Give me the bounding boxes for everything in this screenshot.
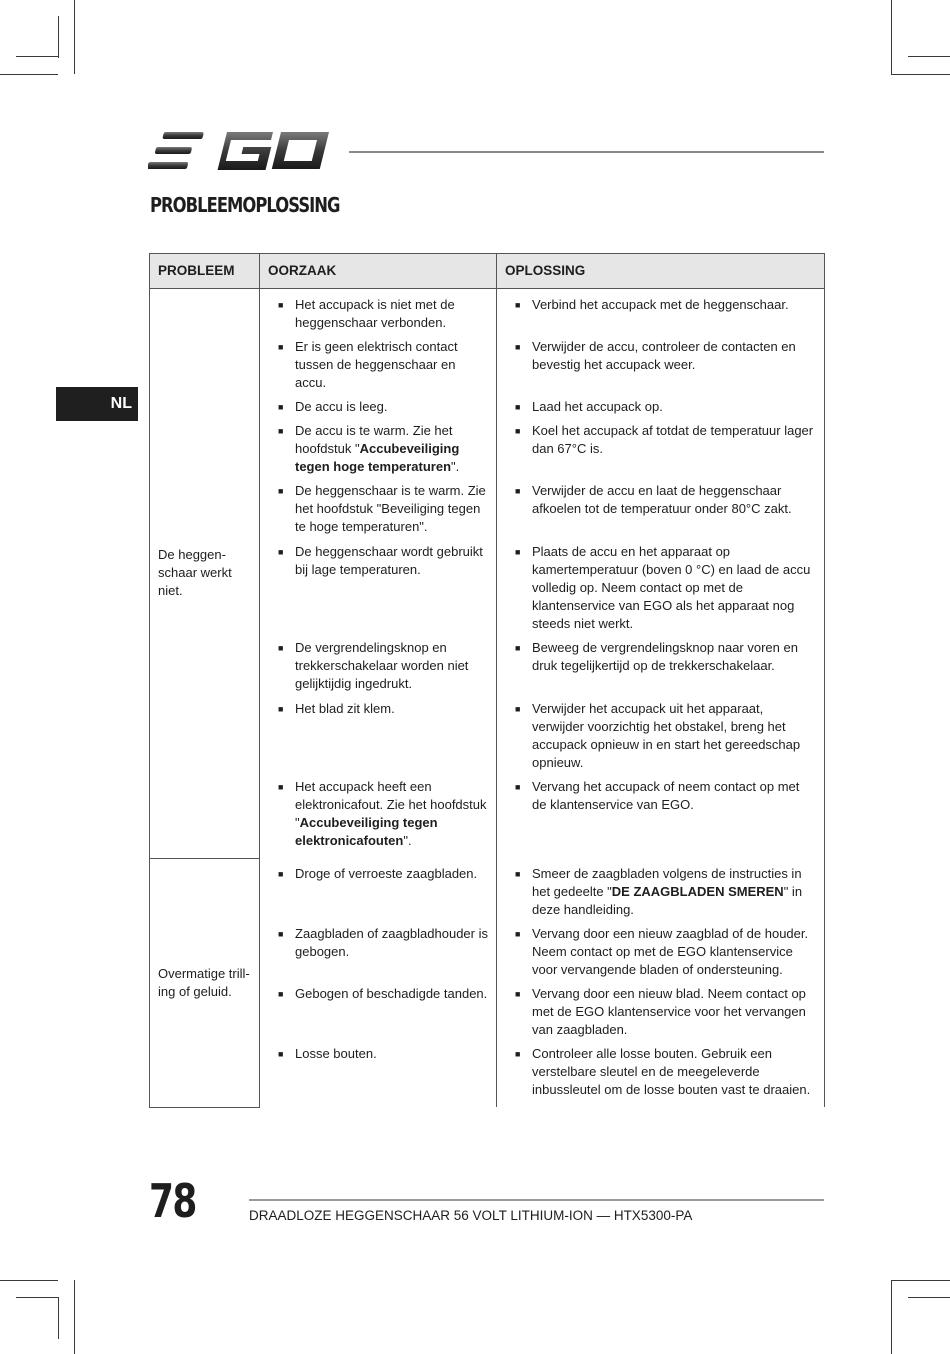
- square-bullet-icon: ■: [515, 1049, 521, 1059]
- crop-mark: [891, 1280, 950, 1281]
- header-problem: PROBLEEM: [150, 254, 260, 289]
- square-bullet-icon: ■: [278, 486, 284, 496]
- bullet-item: [505, 925, 816, 979]
- bullet-text: Controleer alle losse bouten. Gebruik een verstelbare sleutel en de meegeleverde inbussleutel om de losse bouten vast te draaien.: [532, 1046, 811, 1097]
- crop-mark: [908, 56, 950, 57]
- bullet-item: [505, 865, 816, 919]
- solution-cell: [497, 332, 825, 392]
- square-bullet-icon: ■: [278, 782, 284, 792]
- bullet-text: Verwijder het accupack uit het apparaat, verwijder voorzichtig het obstakel, breng het accupack opnieuw in en start het gereedschap opnieuw.: [532, 701, 801, 770]
- problem-cell: De heggen-schaar werkt niet.: [150, 289, 260, 859]
- table-row: [150, 289, 825, 333]
- bullet-item: [505, 338, 816, 374]
- bullet-text: Er is geen elektrisch contact tussen de heggenschaar en accu.: [295, 339, 458, 390]
- header-cause: OORZAAK: [260, 254, 497, 289]
- square-bullet-icon: ■: [278, 342, 284, 352]
- cause-cell: [260, 772, 497, 858]
- bullet-text: Vervang door een nieuw zaagblad of de houder. Neem contact op met de EGO klantenservice voor vervangende bladen of ondersteuning.: [532, 926, 809, 977]
- cause-cell: [260, 633, 497, 694]
- header-rule: [349, 151, 824, 153]
- page-number: 78: [149, 1174, 196, 1228]
- cause-cell: [260, 392, 497, 416]
- solution-cell: [497, 858, 825, 919]
- bullet-text: Laad het accupack op.: [532, 399, 663, 414]
- language-tab: NL: [56, 387, 138, 421]
- solution-cell: [497, 919, 825, 979]
- solution-cell: [497, 694, 825, 772]
- square-bullet-icon: ■: [278, 1049, 284, 1059]
- square-bullet-icon: ■: [278, 426, 284, 436]
- square-bullet-icon: ■: [278, 547, 284, 557]
- square-bullet-icon: ■: [278, 704, 284, 714]
- bullet-text: Droge of verroeste zaagbladen.: [295, 866, 478, 881]
- crop-mark: [908, 1297, 950, 1298]
- bullet-text: Plaats de accu en het apparaat op kamertemperatuur (boven 0 °C) en laad de accu volledig op. Neem contact op met de klantenservice van EGO als het apparaat nog steeds niet werkt.: [532, 544, 811, 631]
- bullet-text: Het accupack is niet met de heggenschaar verbonden.: [295, 297, 455, 330]
- square-bullet-icon: ■: [278, 402, 284, 412]
- cause-cell: [260, 476, 497, 537]
- bullet-item: [268, 639, 488, 693]
- bullet-item: [268, 925, 488, 961]
- solution-cell: [497, 1039, 825, 1107]
- cause-cell: [260, 537, 497, 633]
- table-row: [150, 858, 825, 919]
- bullet-text: De heggenschaar is te warm. Zie het hoofdstuk "Beveiliging tegen te hoge temperaturen".: [295, 483, 486, 534]
- footer-product-line: DRAADLOZE HEGGENSCHAAR 56 VOLT LITHIUM-ION — HTX5300-PA: [249, 1208, 693, 1223]
- bullet-text: Het accupack heeft een elektronicafout. Zie het hoofdstuk "Accubeveiliging tegen elektronicafouten".: [295, 779, 487, 848]
- crop-mark: [16, 56, 58, 57]
- bullet-text: De heggenschaar wordt gebruikt bij lage temperaturen.: [295, 544, 483, 577]
- bullet-text: De accu is te warm. Zie het hoofdstuk "Accubeveiliging tegen hoge temperaturen".: [295, 423, 460, 474]
- cause-cell: [260, 858, 497, 919]
- bullet-text: Vervang het accupack of neem contact op met de klantenservice van EGO.: [532, 779, 800, 812]
- square-bullet-icon: ■: [278, 929, 284, 939]
- bullet-item: [268, 543, 488, 579]
- solution-cell: [497, 633, 825, 694]
- solution-cell: [497, 416, 825, 476]
- solution-cell: [497, 392, 825, 416]
- footer-rule: [249, 1199, 824, 1201]
- square-bullet-icon: ■: [515, 929, 521, 939]
- square-bullet-icon: ■: [515, 300, 521, 310]
- square-bullet-icon: ■: [515, 782, 521, 792]
- bullet-text: Verwijder de accu, controleer de contacten en bevestig het accupack weer.: [532, 339, 796, 372]
- square-bullet-icon: ■: [515, 869, 521, 879]
- cause-cell: [260, 416, 497, 476]
- bullet-item: [268, 1045, 488, 1063]
- bullet-item: [505, 296, 816, 314]
- square-bullet-icon: ■: [278, 989, 284, 999]
- bullet-item: [505, 543, 816, 633]
- bullet-text: Losse bouten.: [295, 1046, 377, 1061]
- square-bullet-icon: ■: [515, 342, 521, 352]
- bullet-text: Beweeg de vergrendelingsknop naar voren en druk tegelijkertijd op de trekkerschakelaar.: [532, 640, 798, 673]
- solution-cell: [497, 979, 825, 1039]
- bullet-text: Zaagbladen of zaagbladhouder is gebogen.: [295, 926, 488, 959]
- square-bullet-icon: ■: [515, 704, 521, 714]
- solution-cell: [497, 772, 825, 858]
- crop-mark: [891, 0, 892, 74]
- solution-cell: [497, 289, 825, 333]
- bullet-item: [268, 985, 488, 1003]
- problem-cell: Overmatige trill-ing of geluid.: [150, 858, 260, 1107]
- crop-mark: [16, 1297, 58, 1298]
- square-bullet-icon: ■: [515, 486, 521, 496]
- cause-cell: [260, 332, 497, 392]
- crop-mark: [74, 1280, 75, 1354]
- bullet-item: [505, 985, 816, 1039]
- table-header-row: [150, 254, 825, 289]
- square-bullet-icon: ■: [515, 402, 521, 412]
- crop-mark: [74, 0, 75, 74]
- bullet-item: [505, 422, 816, 458]
- crop-mark: [891, 1280, 892, 1354]
- bullet-item: [268, 398, 488, 416]
- square-bullet-icon: ■: [278, 869, 284, 879]
- bullet-text: Vervang door een nieuw blad. Neem contact op met de EGO klantenservice voor het vervangen van zaagbladen.: [532, 986, 806, 1037]
- crop-mark: [0, 74, 58, 75]
- bullet-text: De vergrendelingsknop en trekkerschakelaar worden niet gelijktijdig ingedrukt.: [295, 640, 469, 691]
- bullet-text: Koel het accupack af totdat de temperatuur lager dan 67°C is.: [532, 423, 814, 456]
- cause-cell: [260, 979, 497, 1039]
- solution-cell: [497, 537, 825, 633]
- bullet-text: Het blad zit klem.: [295, 701, 395, 716]
- cause-cell: [260, 289, 497, 333]
- cause-cell: [260, 694, 497, 772]
- bullet-item: [505, 398, 816, 416]
- solution-cell: [497, 476, 825, 537]
- bullet-item: [505, 1045, 816, 1099]
- crop-mark: [891, 74, 950, 75]
- header-solution: OPLOSSING: [497, 254, 825, 289]
- bullet-item: [268, 338, 488, 392]
- crop-mark: [0, 1280, 58, 1281]
- bullet-item: [268, 700, 488, 718]
- bullet-text: Gebogen of beschadigde tanden.: [295, 986, 488, 1001]
- square-bullet-icon: ■: [515, 547, 521, 557]
- cause-cell: [260, 919, 497, 979]
- bullet-text: De accu is leeg.: [295, 399, 388, 414]
- bullet-item: [268, 422, 488, 476]
- square-bullet-icon: ■: [515, 989, 521, 999]
- bullet-item: [505, 482, 816, 518]
- ego-logo: [148, 128, 333, 174]
- bullet-text: Verbind het accupack met de heggenschaar.: [532, 297, 789, 312]
- square-bullet-icon: ■: [515, 426, 521, 436]
- bullet-item: [268, 482, 488, 536]
- bullet-item: [268, 296, 488, 332]
- bullet-item: [505, 700, 816, 772]
- table-body: [150, 289, 825, 1108]
- square-bullet-icon: ■: [278, 643, 284, 653]
- troubleshooting-table: [149, 253, 825, 1108]
- bullet-item: [268, 778, 488, 850]
- bullet-item: [268, 865, 488, 883]
- crop-mark: [58, 16, 59, 58]
- bullet-text: Smeer de zaagbladen volgens de instructies in het gedeelte "DE ZAAGBLADEN SMEREN" in deze handleiding.: [532, 866, 803, 917]
- page-title: PROBLEEMOPLOSSING: [150, 193, 340, 217]
- crop-mark: [58, 1297, 59, 1339]
- bullet-item: [505, 639, 816, 675]
- square-bullet-icon: ■: [278, 300, 284, 310]
- cause-cell: [260, 1039, 497, 1107]
- square-bullet-icon: ■: [515, 643, 521, 653]
- bullet-text: Verwijder de accu en laat de heggenschaar afkoelen tot de temperatuur onder 80°C zakt.: [532, 483, 792, 516]
- bullet-item: [505, 778, 816, 814]
